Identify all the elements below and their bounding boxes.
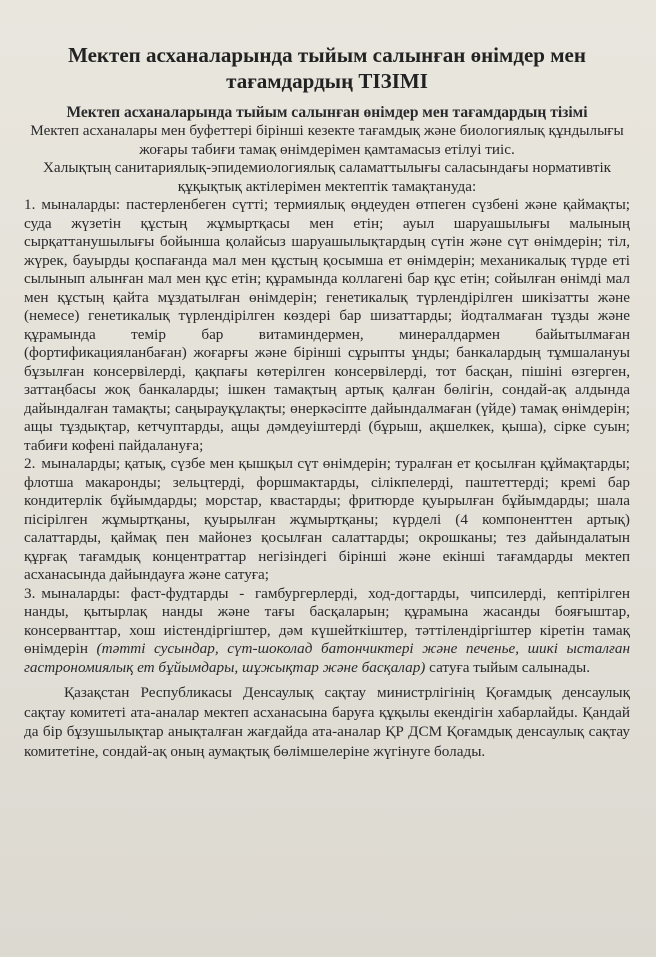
document-subtitle: Мектеп асханаларында тыйым салынған өнімдер мен тағамдардың тізімі [66, 104, 588, 121]
list-item-italic-examples: (тәтті сусындар, сүт-шоколад батончиктері және печенье, шикі ысталған гастрономиялық ет бұйымдары, шұжықтар және басқалар) [24, 640, 630, 676]
list-item-tail: сатуға тыйым салынады. [429, 658, 590, 676]
intro-paragraph: Мектеп асханалары мен буфеттері бірінші кезекте тағамдық және биологиялық құндылығы жоғары табиғи тамақ өнімдерімен қамтамасыз етілуі тиіс. [30, 122, 624, 158]
list-item-text: мыналарды; қатық, сүзбе мен қышқыл сүт өнімдерін; туралған ет қосылған құймақтарды; флотша макаронды; зельцтерді, форшмактарды, сілікпелерді, паштеттерді; кремі бар кондитерлік бұйымдарды; морстар, квастарды; фритюрде қуырылған бұйымдарды; шала пісірілген жұмыртқаны, қуырылған жұмыртқаны; күрделі (4 компоненттен артық) салаттарды, қаймақ пен майонез қосылған салаттарды; окрошканы; тез дайындалатын құрғақ тағамдық концентраттар негізіндегі бірінші және екінші тағамдарды мектеп асханасында дайындауға және сатуға; [24, 455, 630, 583]
document-title: Мектеп асханаларында тыйым салынған өнімдер мен тағамдардың ТІЗІМІ [68, 43, 586, 93]
list-item-number: 2. [24, 455, 36, 472]
list-item-1 [24, 196, 630, 455]
list-item-number: 3. [24, 584, 36, 602]
closing-paragraph: Қазақстан Республикасы Денсаулық сақтау министрлігінің Қоғамдық денсаулық сақтау комитеті ата-аналар мектеп асханасына баруға құқылы екендігін хабарлайды. Қандай да бір бұзушылықтар анықталған жағдайда ата-аналар ҚР ДСМ Қоғамдық денсаулық сақтау комитетіне, сондай-ақ оның аумақтық бөлімшелеріне жүгінуге болады. [24, 684, 630, 760]
list-item-2 [24, 455, 630, 585]
lead-paragraph: Халықтың санитариялық-эпидемиологиялық саламаттылығы саласындағы нормативтік құқықтық актілерімен мектептік тамақтануда: [42, 159, 612, 195]
list-item-number: 1. [24, 196, 36, 213]
list-item-3 [24, 585, 630, 678]
list-item-text: мыналарды: пастерленбеген сүтті; термиялық өңдеуден өтпеген сүзбені және қаймақты; суда жүзетін құстың жұмыртқасы мен етін; ауыл шаруашылығы малының сырқаттанушылығы бойынша қолайсыз шаруашылықтардың сүтін және сүт өнімдерін; тіл, жүрек, бауырды қоспағанда мал мен құстың қосымша ет өнімдерін; механикалық түрде еті сылынып алынған мал мен құс етін; құрамында коллагені бар құс етін; сойылған өнімді мал мен құстың қайта мұздатылған өнімдерін; генетикалық түрлендірілген шикізатты және (немесе) генетикалық түрлендірілген көздері бар шизаттарды; йодталмаған тұзды және құрамында темір бар витаминдермен, минералдармен байытылмаған (фортификацияланбаған) жоғарғы және бірінші сұрыпты ұнды; банкалардың тұмшалануы бұзылған консервілерді, қақпағы көтерілген консервілерді, тот басқан, пішіні өзгерген, заттаңбасы жоқ банкаларды; ішкен тамақтың артық қалған бөлігін, сондай-ақ алдында дайындалған тамақты; саңырауқұлақты; өнеркәсіпте дайындалмаған (үйде) тамақ өнімдерін; ащы тұздықтар, кетчуптарды, ащы дәмдеуіштерді (бұрыш, ақшелкек, қыша), сірке суын; табиғи кофені пайдалануға; [24, 196, 630, 454]
list-item-text: мыналарды: фаст-фудтарды - гамбургерлерді, ход-догтарды, чипсилерді, кептірілген нанды, қытырлақ нанды және тағы басқаларын; құрамына жасанды бояғыштар, консерванттар, хош иістендіргіштер, дәм күшейткіштер, тәттілендіргіштер кіретін тамақ өнімдерін [24, 584, 630, 657]
